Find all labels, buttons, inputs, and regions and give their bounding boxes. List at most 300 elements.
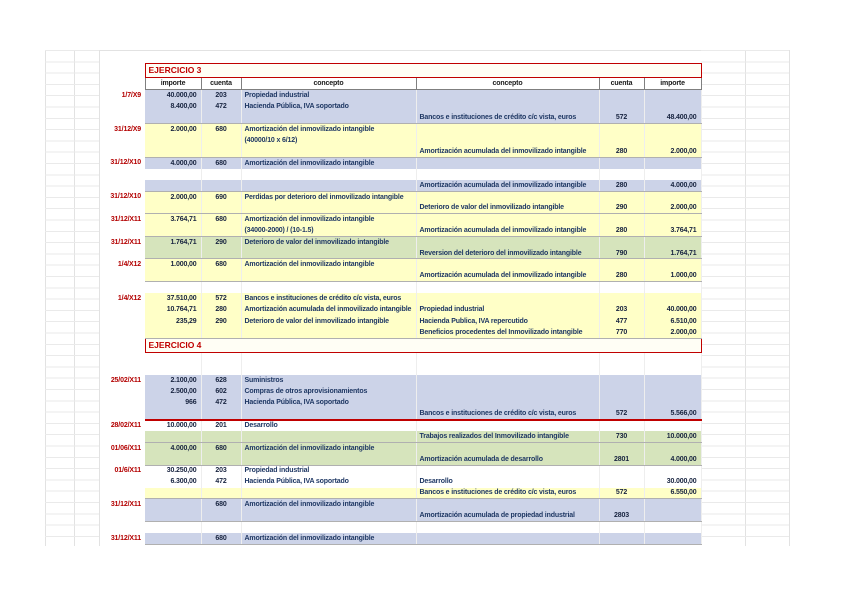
cell-credit-importe[interactable] <box>644 499 701 510</box>
cell-credit-concepto[interactable]: Desarrollo <box>416 476 599 487</box>
cell-credit-cuenta[interactable] <box>599 214 644 225</box>
cell-credit-cuenta[interactable] <box>599 499 644 510</box>
cell-credit-importe[interactable] <box>644 259 701 270</box>
cell-debit-cuenta[interactable]: 572 <box>201 293 241 304</box>
cell-debit-cuenta[interactable]: 602 <box>201 386 241 397</box>
cell-date[interactable]: 31/12/X11 <box>100 499 145 510</box>
column-header[interactable]: cuenta <box>599 78 644 90</box>
cell-debit-importe[interactable]: 1.764,71 <box>145 236 201 247</box>
cell-debit-cuenta[interactable]: 680 <box>201 157 241 168</box>
cell-credit-importe[interactable]: 2.000,00 <box>644 202 701 213</box>
cell-debit-importe[interactable] <box>145 499 201 510</box>
cell-debit-cuenta[interactable] <box>201 248 241 259</box>
cell-credit-concepto[interactable] <box>416 352 599 363</box>
cell-date[interactable] <box>100 146 145 157</box>
cell-credit-importe[interactable] <box>644 420 701 431</box>
cell-credit-concepto[interactable] <box>416 135 599 146</box>
cell-date[interactable] <box>100 431 145 442</box>
cell-debit-cuenta[interactable]: 680 <box>201 123 241 134</box>
cell-debit-cuenta[interactable] <box>201 510 241 521</box>
cell-date[interactable] <box>100 338 145 352</box>
cell-credit-importe[interactable] <box>644 386 701 397</box>
cell-debit-concepto[interactable]: Suministros <box>241 375 416 386</box>
cell-date[interactable] <box>100 64 145 78</box>
cell-credit-concepto[interactable] <box>416 90 599 101</box>
cell-debit-importe[interactable] <box>145 409 201 420</box>
cell-credit-concepto[interactable] <box>416 521 599 532</box>
cell-credit-concepto[interactable] <box>416 375 599 386</box>
cell-credit-importe[interactable] <box>644 375 701 386</box>
column-header-row <box>100 78 701 90</box>
cell-debit-cuenta[interactable] <box>201 352 241 363</box>
cell-date[interactable]: 31/12/X9 <box>100 123 145 134</box>
cell-credit-cuenta[interactable] <box>599 465 644 476</box>
section-title[interactable]: EJERCICIO 3 <box>145 64 701 78</box>
cell-date[interactable] <box>100 304 145 315</box>
cell-debit-concepto[interactable]: Amortización del inmovilizado intangible <box>241 214 416 225</box>
cell-date[interactable] <box>100 363 145 374</box>
journal-row <box>100 236 701 247</box>
journal-row <box>100 409 701 420</box>
cell-credit-concepto[interactable] <box>416 282 599 293</box>
cell-credit-importe[interactable]: 4.000,00 <box>644 454 701 465</box>
cell-credit-concepto[interactable] <box>416 499 599 510</box>
cell-credit-concepto[interactable] <box>416 465 599 476</box>
column-header[interactable]: cuenta <box>201 78 241 90</box>
cell-credit-cuenta[interactable] <box>599 521 644 532</box>
cell-credit-cuenta[interactable]: 280 <box>599 270 644 281</box>
cell-debit-concepto[interactable]: Propiedad industrial <box>241 90 416 101</box>
cell-credit-cuenta[interactable] <box>599 101 644 112</box>
cell-debit-concepto[interactable]: Bancos e instituciones de crédito c/c vista, euros <box>241 293 416 304</box>
cell-debit-concepto[interactable]: (40000/10 x 6/12) <box>241 135 416 146</box>
cell-credit-cuenta[interactable] <box>599 157 644 168</box>
cell-date[interactable]: 31/12/X11 <box>100 214 145 225</box>
cell-date[interactable] <box>100 282 145 293</box>
cell-debit-concepto[interactable] <box>241 521 416 532</box>
cell-date[interactable] <box>100 397 145 408</box>
cell-debit-importe[interactable] <box>145 146 201 157</box>
cell-date[interactable]: 1/4/X12 <box>100 293 145 304</box>
cell-credit-concepto[interactable] <box>416 157 599 168</box>
cell-date[interactable] <box>100 476 145 487</box>
cell-debit-importe[interactable]: 2.000,00 <box>145 191 201 202</box>
cell-credit-cuenta[interactable] <box>599 352 644 363</box>
cell-credit-cuenta[interactable]: 572 <box>599 488 644 499</box>
cell-credit-cuenta[interactable] <box>599 397 644 408</box>
cell-debit-cuenta[interactable] <box>201 146 241 157</box>
cell-debit-importe[interactable]: 4.000,00 <box>145 442 201 453</box>
cell-credit-importe[interactable]: 6.510,00 <box>644 315 701 326</box>
cell-credit-concepto[interactable] <box>416 214 599 225</box>
cell-debit-concepto[interactable]: (34000-2000) / (10-1.5) <box>241 225 416 236</box>
cell-date[interactable] <box>100 315 145 326</box>
cell-credit-concepto[interactable]: Beneficios procedentes del Inmovilizado intangible <box>416 327 599 338</box>
cell-debit-concepto[interactable] <box>241 270 416 281</box>
cell-debit-importe[interactable] <box>145 112 201 123</box>
cell-debit-cuenta[interactable] <box>201 135 241 146</box>
cell-date[interactable]: 31/12/X10 <box>100 191 145 202</box>
cell-debit-importe[interactable] <box>145 488 201 499</box>
cell-credit-concepto[interactable] <box>416 420 599 431</box>
cell-credit-importe[interactable] <box>644 191 701 202</box>
cell-credit-cuenta[interactable] <box>599 135 644 146</box>
cell-date[interactable] <box>100 510 145 521</box>
cell-date[interactable] <box>100 454 145 465</box>
cell-credit-concepto[interactable] <box>416 442 599 453</box>
cell-debit-concepto[interactable]: Hacienda Pública, IVA soportado <box>241 397 416 408</box>
cell-credit-importe[interactable]: 6.550,00 <box>644 488 701 499</box>
cell-credit-concepto[interactable]: Bancos e instituciones de crédito c/c vista, euros <box>416 112 599 123</box>
cell-credit-concepto[interactable]: Amortización acumulada del inmovilizado intangible <box>416 180 599 191</box>
journal-row <box>100 123 701 134</box>
cell-debit-cuenta[interactable] <box>201 180 241 191</box>
cell-credit-cuenta[interactable] <box>599 442 644 453</box>
cell-date[interactable] <box>100 112 145 123</box>
cell-debit-cuenta[interactable]: 628 <box>201 375 241 386</box>
cell-date[interactable]: 31/12/X11 <box>100 236 145 247</box>
cell-credit-importe[interactable] <box>644 135 701 146</box>
cell-debit-concepto[interactable]: Desarrollo <box>241 420 416 431</box>
cell-debit-cuenta[interactable]: 472 <box>201 476 241 487</box>
cell-credit-concepto[interactable] <box>416 397 599 408</box>
cell-date[interactable]: 28/02/X11 <box>100 420 145 431</box>
cell-debit-importe[interactable]: 2.100,00 <box>145 375 201 386</box>
cell-credit-cuenta[interactable] <box>599 282 644 293</box>
cell-credit-cuenta[interactable]: 2801 <box>599 454 644 465</box>
cell-credit-importe[interactable] <box>644 157 701 168</box>
cell-debit-concepto[interactable] <box>241 454 416 465</box>
cell-credit-cuenta[interactable] <box>599 123 644 134</box>
cell-credit-importe[interactable] <box>644 123 701 134</box>
cell-credit-importe[interactable] <box>644 282 701 293</box>
cell-debit-cuenta[interactable] <box>201 409 241 420</box>
cell-credit-cuenta[interactable]: 203 <box>599 304 644 315</box>
cell-credit-concepto[interactable]: Propiedad industrial <box>416 304 599 315</box>
cell-debit-concepto[interactable] <box>241 202 416 213</box>
journal-row <box>100 315 701 326</box>
journal-row <box>100 180 701 191</box>
cell-debit-concepto[interactable] <box>241 146 416 157</box>
cell-debit-importe[interactable] <box>145 169 201 180</box>
cell-date[interactable]: 31/12/X10 <box>100 157 145 168</box>
cell-debit-concepto[interactable]: Amortización acumulada del inmovilizado intangible <box>241 304 416 315</box>
cell-debit-concepto[interactable] <box>241 363 416 374</box>
cell-debit-importe[interactable]: 966 <box>145 397 201 408</box>
cell-date[interactable] <box>100 488 145 499</box>
cell-credit-importe[interactable] <box>644 90 701 101</box>
column-header[interactable]: concepto <box>241 78 416 90</box>
cell-debit-concepto[interactable]: Amortización del inmovilizado intangible <box>241 533 416 544</box>
cell-debit-importe[interactable] <box>145 282 201 293</box>
cell-credit-concepto[interactable]: Deterioro de valor del inmovilizado intangible <box>416 202 599 213</box>
cell-debit-concepto[interactable]: Amortización del inmovilizado intangible <box>241 123 416 134</box>
cell-debit-importe[interactable]: 8.400,00 <box>145 101 201 112</box>
cell-credit-cuenta[interactable] <box>599 386 644 397</box>
cell-credit-cuenta[interactable]: 290 <box>599 202 644 213</box>
cell-date[interactable] <box>100 327 145 338</box>
cell-debit-importe[interactable] <box>145 533 201 544</box>
cell-date[interactable] <box>100 78 145 90</box>
cell-debit-cuenta[interactable] <box>201 488 241 499</box>
cell-date[interactable] <box>100 225 145 236</box>
cell-debit-concepto[interactable]: Amortización del inmovilizado intangible <box>241 259 416 270</box>
cell-credit-importe[interactable] <box>644 533 701 544</box>
cell-credit-cuenta[interactable] <box>599 293 644 304</box>
journal-row <box>100 248 701 259</box>
cell-debit-importe[interactable] <box>145 248 201 259</box>
cell-credit-importe[interactable]: 2.000,00 <box>644 327 701 338</box>
cell-debit-importe[interactable] <box>145 327 201 338</box>
cell-credit-cuenta[interactable] <box>599 533 644 544</box>
cell-date[interactable]: 1/7/X9 <box>100 90 145 101</box>
cell-credit-importe[interactable] <box>644 363 701 374</box>
cell-debit-concepto[interactable]: Hacienda Pública, IVA soportado <box>241 101 416 112</box>
cell-date[interactable]: 01/6/X11 <box>100 465 145 476</box>
cell-credit-cuenta[interactable] <box>599 363 644 374</box>
cell-credit-cuenta[interactable]: 770 <box>599 327 644 338</box>
cell-debit-importe[interactable]: 2.500,00 <box>145 386 201 397</box>
cell-debit-concepto[interactable]: Amortización del inmovilizado intangible <box>241 499 416 510</box>
cell-credit-cuenta[interactable]: 477 <box>599 315 644 326</box>
cell-debit-concepto[interactable] <box>241 248 416 259</box>
cell-credit-cuenta[interactable] <box>599 476 644 487</box>
cell-date[interactable] <box>100 135 145 146</box>
cell-credit-concepto[interactable] <box>416 293 599 304</box>
cell-debit-cuenta[interactable] <box>201 169 241 180</box>
cell-debit-importe[interactable]: 10.000,00 <box>145 420 201 431</box>
cell-credit-cuenta[interactable]: 2803 <box>599 510 644 521</box>
cell-credit-cuenta[interactable] <box>599 420 644 431</box>
journal-body <box>100 64 701 545</box>
cell-credit-cuenta[interactable]: 730 <box>599 431 644 442</box>
cell-credit-concepto[interactable] <box>416 123 599 134</box>
cell-debit-cuenta[interactable] <box>201 454 241 465</box>
cell-credit-importe[interactable]: 4.000,00 <box>644 180 701 191</box>
cell-debit-concepto[interactable] <box>241 409 416 420</box>
journal-row <box>100 202 701 213</box>
journal-row <box>100 146 701 157</box>
cell-date[interactable] <box>100 169 145 180</box>
cell-debit-cuenta[interactable] <box>201 363 241 374</box>
cell-credit-concepto[interactable]: Trabajos realizados del Inmovilizado intangible <box>416 431 599 442</box>
cell-debit-concepto[interactable]: Compras de otros aprovisionamientos <box>241 386 416 397</box>
cell-credit-concepto[interactable] <box>416 191 599 202</box>
cell-credit-cuenta[interactable] <box>599 191 644 202</box>
cell-debit-concepto[interactable]: Perdidas por deterioro del inmovilizado intangible <box>241 191 416 202</box>
cell-debit-concepto[interactable] <box>241 327 416 338</box>
cell-debit-importe[interactable] <box>145 510 201 521</box>
cell-credit-concepto[interactable] <box>416 533 599 544</box>
cell-credit-concepto[interactable] <box>416 236 599 247</box>
cell-date[interactable] <box>100 202 145 213</box>
cell-credit-importe[interactable] <box>644 397 701 408</box>
cell-credit-cuenta[interactable]: 790 <box>599 248 644 259</box>
cell-debit-concepto[interactable] <box>241 352 416 363</box>
cell-debit-concepto[interactable] <box>241 510 416 521</box>
cell-debit-cuenta[interactable] <box>201 327 241 338</box>
cell-debit-concepto[interactable]: Amortización del inmovilizado intangible <box>241 442 416 453</box>
cell-date[interactable] <box>100 101 145 112</box>
cell-date[interactable] <box>100 180 145 191</box>
cell-debit-importe[interactable] <box>145 202 201 213</box>
cell-credit-concepto[interactable] <box>416 101 599 112</box>
column-header[interactable]: importe <box>644 78 701 90</box>
cell-date[interactable] <box>100 386 145 397</box>
cell-debit-cuenta[interactable]: 201 <box>201 420 241 431</box>
cell-debit-cuenta[interactable]: 203 <box>201 465 241 476</box>
cell-date[interactable]: 31/12/X11 <box>100 533 145 544</box>
cell-date[interactable] <box>100 352 145 363</box>
cell-credit-cuenta[interactable]: 280 <box>599 146 644 157</box>
cell-debit-cuenta[interactable] <box>201 521 241 532</box>
cell-credit-importe[interactable] <box>644 236 701 247</box>
cell-credit-importe[interactable]: 40.000,00 <box>644 304 701 315</box>
cell-credit-concepto[interactable]: Amortización acumulada del inmovilizado intangible <box>416 146 599 157</box>
cell-credit-importe[interactable] <box>644 214 701 225</box>
cell-credit-concepto[interactable]: Amortización acumulada del inmovilizado intangible <box>416 270 599 281</box>
cell-debit-concepto[interactable]: Propiedad industrial <box>241 465 416 476</box>
cell-credit-importe[interactable]: 2.000,00 <box>644 146 701 157</box>
cell-credit-importe[interactable] <box>644 510 701 521</box>
cell-date[interactable] <box>100 409 145 420</box>
grid-rows-left-margin <box>45 50 99 546</box>
journal-row <box>100 375 701 386</box>
cell-debit-importe[interactable] <box>145 363 201 374</box>
cell-credit-concepto[interactable]: Amortización acumulada de propiedad industrial <box>416 510 599 521</box>
cell-debit-importe[interactable] <box>145 521 201 532</box>
cell-debit-importe[interactable] <box>145 454 201 465</box>
cell-debit-cuenta[interactable] <box>201 202 241 213</box>
cell-debit-cuenta[interactable]: 680 <box>201 259 241 270</box>
cell-debit-concepto[interactable]: Amortización del inmovilizado intangible <box>241 157 416 168</box>
cell-credit-importe[interactable] <box>644 169 701 180</box>
cell-debit-concepto[interactable]: Deterioro de valor del inmovilizado intangible <box>241 236 416 247</box>
cell-credit-concepto[interactable] <box>416 169 599 180</box>
cell-credit-importe[interactable] <box>644 521 701 532</box>
cell-debit-cuenta[interactable]: 280 <box>201 304 241 315</box>
cell-credit-importe[interactable] <box>644 465 701 476</box>
cell-credit-importe[interactable]: 10.000,00 <box>644 431 701 442</box>
cell-date[interactable] <box>100 248 145 259</box>
cell-date[interactable] <box>100 270 145 281</box>
cell-debit-cuenta[interactable] <box>201 270 241 281</box>
cell-debit-importe[interactable] <box>145 225 201 236</box>
journal-row <box>100 442 701 453</box>
cell-date[interactable]: 01/06/X11 <box>100 442 145 453</box>
cell-debit-cuenta[interactable]: 203 <box>201 90 241 101</box>
cell-debit-concepto[interactable] <box>241 282 416 293</box>
cell-debit-concepto[interactable] <box>241 431 416 442</box>
cell-debit-concepto[interactable] <box>241 180 416 191</box>
cell-credit-importe[interactable]: 30.000,00 <box>644 476 701 487</box>
cell-credit-importe[interactable]: 3.764,71 <box>644 225 701 236</box>
cell-credit-importe[interactable]: 1.000,00 <box>644 270 701 281</box>
cell-debit-cuenta[interactable] <box>201 225 241 236</box>
journal-row <box>100 327 701 338</box>
cell-debit-concepto[interactable] <box>241 169 416 180</box>
cell-debit-cuenta[interactable] <box>201 431 241 442</box>
cell-debit-importe[interactable]: 30.250,00 <box>145 465 201 476</box>
cell-date[interactable] <box>100 521 145 532</box>
cell-credit-importe[interactable] <box>644 293 701 304</box>
cell-credit-concepto[interactable]: Amortización acumulada de desarrollo <box>416 454 599 465</box>
cell-credit-cuenta[interactable] <box>599 259 644 270</box>
cell-credit-concepto[interactable] <box>416 259 599 270</box>
cell-debit-importe[interactable]: 10.764,71 <box>145 304 201 315</box>
cell-credit-cuenta[interactable]: 280 <box>599 180 644 191</box>
cell-debit-cuenta[interactable]: 680 <box>201 214 241 225</box>
cell-date[interactable]: 25/02/X11 <box>100 375 145 386</box>
cell-debit-concepto[interactable]: Hacienda Pública, IVA soportado <box>241 476 416 487</box>
cell-debit-cuenta[interactable]: 472 <box>201 101 241 112</box>
cell-debit-importe[interactable] <box>145 180 201 191</box>
cell-credit-importe[interactable] <box>644 442 701 453</box>
cell-credit-importe[interactable]: 1.764,71 <box>644 248 701 259</box>
cell-debit-importe[interactable]: 3.764,71 <box>145 214 201 225</box>
cell-debit-importe[interactable] <box>145 270 201 281</box>
cell-debit-cuenta[interactable]: 472 <box>201 397 241 408</box>
cell-credit-cuenta[interactable]: 280 <box>599 225 644 236</box>
cell-credit-concepto[interactable]: Bancos e instituciones de crédito c/c vista, euros <box>416 409 599 420</box>
cell-credit-concepto[interactable] <box>416 386 599 397</box>
cell-credit-concepto[interactable] <box>416 363 599 374</box>
column-header[interactable]: importe <box>145 78 201 90</box>
grid-line-top <box>45 50 790 51</box>
cell-credit-concepto[interactable]: Hacienda Publica, IVA repercutido <box>416 315 599 326</box>
cell-debit-importe[interactable]: 6.300,00 <box>145 476 201 487</box>
cell-debit-concepto[interactable]: Deterioro de valor del inmovilizado intangible <box>241 315 416 326</box>
cell-credit-importe[interactable]: 5.566,00 <box>644 409 701 420</box>
cell-debit-importe[interactable] <box>145 352 201 363</box>
cell-credit-concepto[interactable]: Bancos e instituciones de crédito c/c vista, euros <box>416 488 599 499</box>
cell-credit-cuenta[interactable]: 572 <box>599 112 644 123</box>
cell-debit-importe[interactable] <box>145 135 201 146</box>
cell-debit-importe[interactable]: 4.000,00 <box>145 157 201 168</box>
cell-debit-cuenta[interactable]: 290 <box>201 315 241 326</box>
cell-credit-cuenta[interactable] <box>599 236 644 247</box>
cell-debit-importe[interactable]: 235,29 <box>145 315 201 326</box>
section-title[interactable]: EJERCICIO 4 <box>145 338 701 352</box>
cell-debit-importe[interactable]: 2.000,00 <box>145 123 201 134</box>
cell-credit-cuenta[interactable] <box>599 169 644 180</box>
cell-credit-concepto[interactable]: Amortización acumulada del inmovilizado intangible <box>416 225 599 236</box>
cell-credit-importe[interactable] <box>644 101 701 112</box>
cell-debit-importe[interactable]: 1.000,00 <box>145 259 201 270</box>
cell-debit-concepto[interactable] <box>241 112 416 123</box>
cell-credit-cuenta[interactable] <box>599 375 644 386</box>
cell-debit-cuenta[interactable] <box>201 112 241 123</box>
cell-debit-cuenta[interactable]: 680 <box>201 442 241 453</box>
cell-credit-importe[interactable] <box>644 352 701 363</box>
cell-debit-cuenta[interactable] <box>201 282 241 293</box>
cell-debit-importe[interactable]: 40.000,00 <box>145 90 201 101</box>
cell-debit-concepto[interactable] <box>241 488 416 499</box>
cell-credit-cuenta[interactable] <box>599 90 644 101</box>
cell-debit-cuenta[interactable]: 690 <box>201 191 241 202</box>
cell-debit-cuenta[interactable]: 680 <box>201 499 241 510</box>
cell-debit-cuenta[interactable]: 290 <box>201 236 241 247</box>
cell-credit-cuenta[interactable]: 572 <box>599 409 644 420</box>
cell-date[interactable]: 1/4/X12 <box>100 259 145 270</box>
journal-row <box>100 533 701 544</box>
cell-debit-importe[interactable]: 37.510,00 <box>145 293 201 304</box>
cell-credit-importe[interactable]: 48.400,00 <box>644 112 701 123</box>
column-header[interactable]: concepto <box>416 78 599 90</box>
cell-credit-concepto[interactable]: Reversion del deterioro del inmovilizado intangible <box>416 248 599 259</box>
cell-debit-importe[interactable] <box>145 431 201 442</box>
cell-debit-cuenta[interactable]: 680 <box>201 533 241 544</box>
